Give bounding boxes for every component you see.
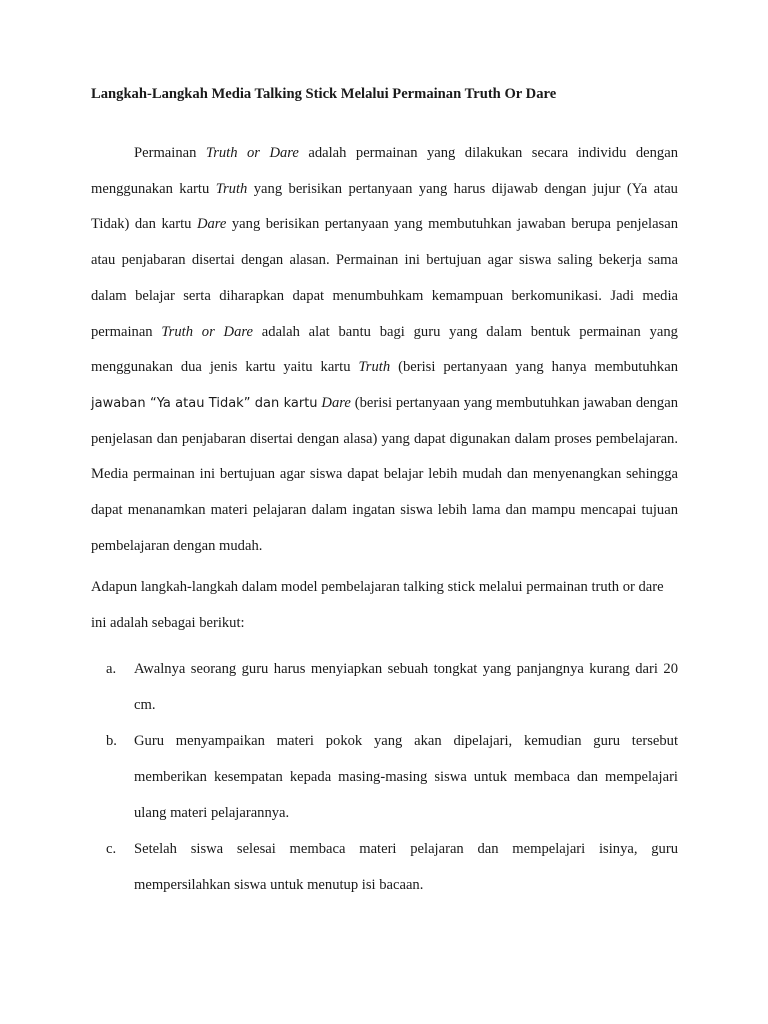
document-title: Langkah-Langkah Media Talking Stick Melalui Permainan Truth Or Dare	[91, 86, 557, 102]
text-run: yang berisikan pertanyaan yang harus dijawab dengan jujur (Ya atau Tidak) dan kartu	[91, 180, 678, 233]
text-run: adalah alat bantu bagi guru yang dalam bentuk permainan yang menggunakan dua jenis kartu yaitu kartu	[91, 323, 678, 376]
document-page	[91, 84, 678, 905]
list-item	[91, 652, 678, 723]
list-item	[91, 832, 678, 903]
text-run: (berisi pertanyaan yang hanya membutuhkan	[390, 359, 678, 376]
list-item	[91, 724, 678, 831]
italic-run: Dare	[196, 216, 227, 233]
paragraph-truth-or-dare	[91, 136, 678, 564]
italic-run: Truth or Dare	[205, 145, 299, 161]
list-marker: c.	[106, 841, 117, 858]
paragraph-steps-intro: Adapun langkah-langkah dalam model pembelajaran talking stick melalui permainan truth or dare ini adalah sebagai berikut:	[91, 579, 664, 632]
list-item-text: Setelah siswa selesai membaca materi pelajaran dan mempelajari isinya, guru mempersilahkan siswa untuk menutup isi bacaan.	[134, 841, 678, 894]
italic-run: Dare	[321, 394, 351, 411]
text-run: Permainan	[134, 145, 206, 161]
italic-run: Truth or Dare	[161, 323, 254, 340]
list-item-text: Awalnya seorang guru harus menyiapkan sebuah tongkat yang panjangnya kurang dari 20 cm.	[134, 660, 678, 713]
list-marker: a.	[106, 660, 117, 677]
italic-run: Truth	[358, 359, 391, 376]
list-item-text: Guru menyampaikan materi pokok yang akan dipelajari, kemudian guru tersebut memberikan kesempatan kepada masing-masing siswa untuk membaca dan mempelajari ulang materi pelajarannya.	[134, 733, 678, 821]
italic-run: Truth	[215, 180, 248, 197]
text-run-sans: jawaban “Ya atau Tidak” dan kartu	[91, 395, 318, 411]
list-marker: b.	[106, 733, 117, 750]
text-run: adalah permainan yang dilakukan secara individu dengan menggunakan kartu	[91, 145, 678, 197]
text-run: (berisi pertanyaan yang membutuhkan jawaban dengan penjelasan dan penjabaran disertai dengan alasa) yang dapat digunakan dalam proses pembelajaran. Media permainan ini bertujuan agar siswa dapat belajar lebih mudah dan menyenangkan sehingga dapat menanamkan materi pelajaran dalam ingatan siswa lebih lama dan mampu mencapai tujuan pembelajaran dengan mudah.	[91, 394, 678, 554]
text-run: yang berisikan pertanyaan yang membutuhkan jawaban berupa penjelasan atau penjabaran disertai dengan alasan. Permainan ini bertujuan agar siswa saling bekerja sama dalam belajar serta diharapkan dapat menumbuhkam kemampuan berkomunikasi. Jadi media permainan	[91, 216, 678, 340]
steps-list	[91, 652, 678, 904]
